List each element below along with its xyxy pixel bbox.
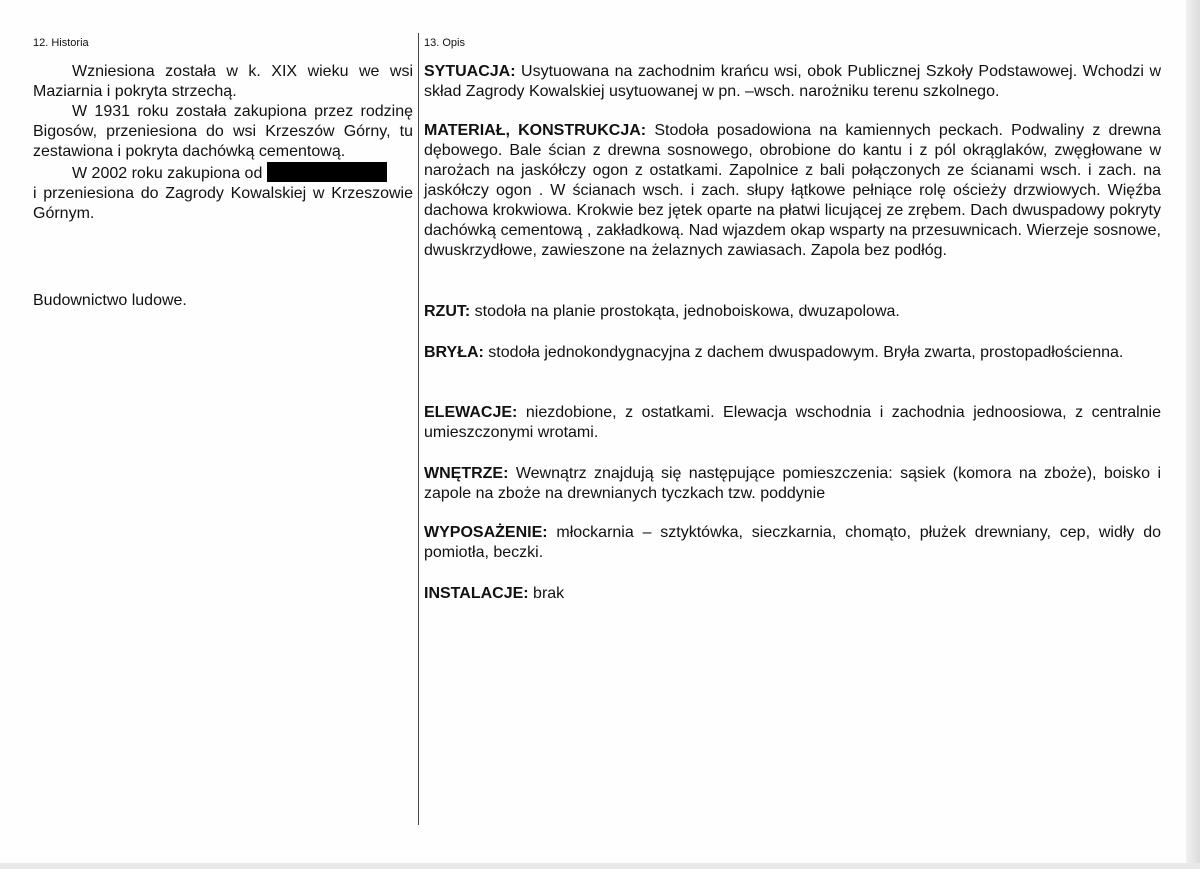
wyposazenie-text: młockarnia – sztyktówka, sieczkarnia, chomąto, płużek drewniany, cep, widły do pomiotła, beczki. bbox=[424, 524, 1162, 561]
rzut-heading: RZUT: bbox=[424, 303, 471, 320]
sytuacja-text: Usytuowana na zachodnim krańcu wsi, obok Publicznej Szkoły Podstawowej. Wchodzi w skład Zagrody Kowalskiej usytuowanej w pn. –wsch. narożniku terenu szkolnego. bbox=[424, 63, 1161, 100]
wnetrze-text: Wewnątrz znajdują się następujące pomieszczenia: sąsiek (komora na zboże), boisko i zapole na zboże na drewnianych tyczkach tzw. poddynie bbox=[424, 465, 1161, 502]
history-paragraph-3a-text: W 2002 roku zakupiona od bbox=[72, 165, 263, 182]
section-sytuacja bbox=[424, 62, 1161, 102]
history-text bbox=[33, 62, 413, 224]
material-text: Stodoła posadowiona na kamiennych peckach. Podwaliny z drewna dębowego. Bale ścian z drewna sosnowego, obrobione do kantu i z pól okrąglaków, zwęgłowane w narożach na jaskółczy ogon z ostatkami. Zapolnice z bali połączonych ze ścianami wsch. i zach. na jaskółczy ogon . W ścianach wsch. i zach. słupy łątkowe pełniące rolę ościeży drzwiowych. Więźba dachowa krokwiowa. Krokwie bez jętek oparte na płatwi licującej ze zrębem. Dach dwuspadowy pokryty dachówką cementową , zakładkową. Nad wjazdem okap wsparty na przesuwnicach. Wierzeje sosnowe, dwuskrzydłowe, zawieszone na żelaznych zawiasach. Zapola bez podłóg. bbox=[424, 122, 1161, 259]
wyposazenie-heading: WYPOSAŻENIE: bbox=[424, 524, 548, 541]
elewacje-text: niezdobione, z ostatkami. Elewacja wschodnia i zachodnia jednoosiowa, z centralnie umieszczonymi wrotami. bbox=[424, 404, 1161, 441]
column-divider bbox=[418, 33, 419, 825]
instalacje-text: brak bbox=[533, 585, 565, 602]
scan-edge-bottom bbox=[0, 863, 1200, 869]
elewacje-heading: ELEWACJE: bbox=[424, 404, 518, 421]
wnetrze-heading: WNĘTRZE: bbox=[424, 465, 509, 482]
history-paragraph-3a bbox=[33, 162, 413, 184]
rzut-text: stodoła na planie prostokąta, jednoboiskowa, dwuzapolowa. bbox=[474, 303, 900, 320]
redaction-bar bbox=[267, 162, 387, 182]
sytuacja-heading: SYTUACJA: bbox=[424, 63, 516, 80]
description-section-label: 13. Opis bbox=[424, 37, 465, 49]
section-elewacje bbox=[424, 403, 1161, 443]
history-paragraph-1: Wzniesiona została w k. XIX wieku we wsi Maziarnia i pokryta strzechą. bbox=[33, 63, 413, 100]
history-paragraph-3b: i przeniesiona do Zagrody Kowalskiej w Krzeszowie Górnym. bbox=[33, 185, 413, 222]
category-text: Budownictwo ludowe. bbox=[33, 292, 187, 309]
section-instalacje bbox=[424, 584, 1161, 604]
bryla-heading: BRYŁA: bbox=[424, 344, 484, 361]
scan-edge-right bbox=[1186, 0, 1200, 869]
history-section-label: 12. Historia bbox=[33, 37, 89, 49]
section-material bbox=[424, 121, 1161, 261]
history-paragraph-2: W 1931 roku została zakupiona przez rodzinę Bigosów, przeniesiona do wsi Krzeszów Górny, tu zestawiona i pokryta dachówką cementową. bbox=[33, 103, 413, 160]
section-wnetrze bbox=[424, 464, 1161, 504]
section-bryla bbox=[424, 343, 1161, 363]
section-rzut bbox=[424, 302, 1161, 322]
bryla-text: stodoła jednokondygnacyjna z dachem dwuspadowym. Bryła zwarta, prostopadłościenna. bbox=[488, 344, 1124, 361]
material-heading: MATERIAŁ, KONSTRUKCJA: bbox=[424, 122, 647, 139]
instalacje-heading: INSTALACJE: bbox=[424, 585, 529, 602]
section-wyposazenie bbox=[424, 523, 1161, 563]
